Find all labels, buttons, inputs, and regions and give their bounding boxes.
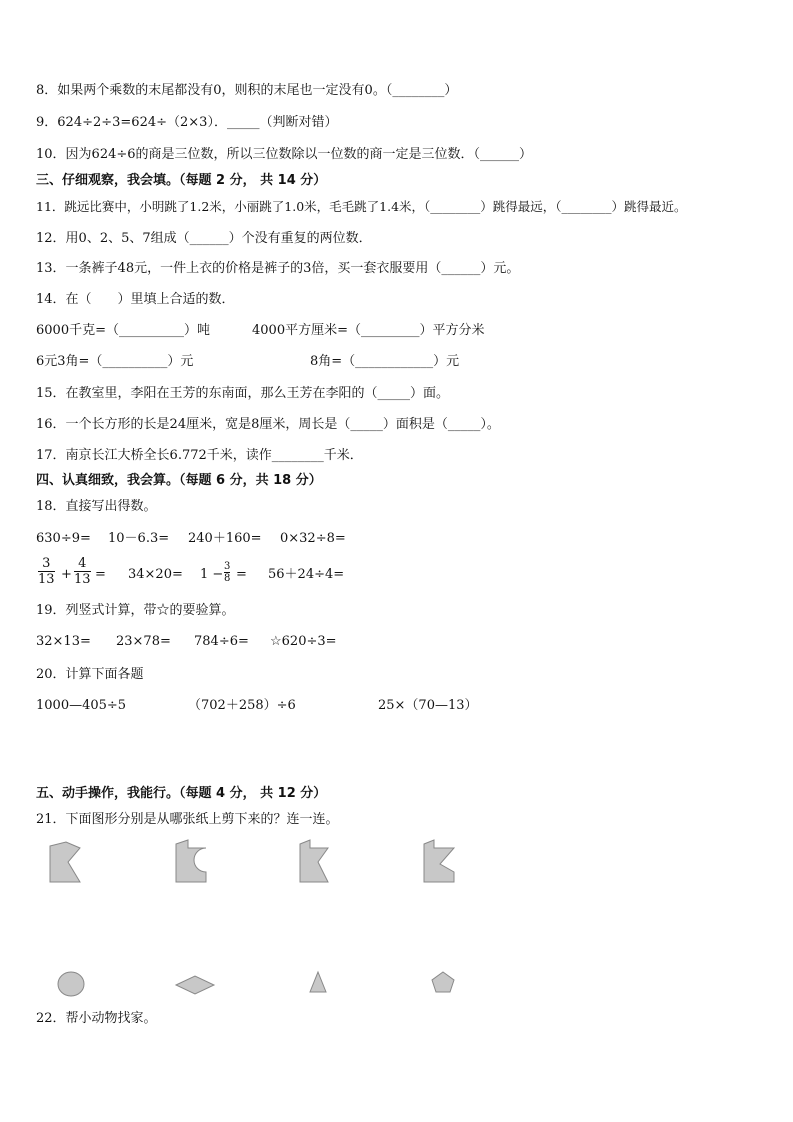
- fraction-numerator: 3: [224, 561, 231, 572]
- question-8: 8．如果两个乘数的末尾都没有0，则积的末尾也一定没有0。（________）: [36, 83, 458, 98]
- question-14d: 8角=（____________）元: [310, 354, 460, 369]
- calc-20-1: 1000—405÷5: [36, 698, 127, 713]
- plus-sign: +: [61, 567, 72, 582]
- cut-paper-4: [420, 838, 458, 886]
- cut-paper-1: [46, 838, 84, 886]
- pentagon-shape: [430, 970, 456, 994]
- question-19: 19．列竖式计算，带☆的要验算。: [36, 603, 235, 618]
- fraction-denominator: 13: [38, 572, 55, 587]
- question-16: 16．一个长方形的长是24厘米，宽是8厘米，周长是（_____）面积是（_____）。: [36, 417, 500, 432]
- question-20: 20．计算下面各题: [36, 667, 144, 682]
- calc-18-3: 240＋160=: [188, 531, 262, 546]
- fraction-numerator: 4: [78, 556, 87, 571]
- question-12: 12．用0、2、5、7组成（______）个没有重复的两位数．: [36, 231, 372, 246]
- equals-sign: =: [95, 567, 106, 582]
- fraction-denominator: 8: [224, 573, 231, 584]
- section-3-heading: 三、仔细观察，我会填。（每题 2 分， 共 14 分）: [36, 173, 327, 188]
- calc-18-7-prefix: 1 −: [200, 567, 224, 582]
- section-4-heading: 四、认真细致，我会算。（每题 6 分，共 18 分）: [36, 473, 322, 488]
- question-15: 15．在教室里，李阳在王芳的东南面，那么王芳在李阳的（_____）面。: [36, 386, 450, 401]
- triangle-shape: [308, 970, 328, 994]
- fraction-denominator: 13: [74, 572, 91, 587]
- fraction-3-8: [224, 561, 230, 584]
- question-14a: 6000千克=（__________）吨: [36, 323, 210, 338]
- calc-19-3: 784÷6=: [194, 634, 249, 649]
- fraction-numerator: 3: [42, 556, 51, 571]
- question-13: 13．一条裤子48元，一件上衣的价格是裤子的3倍，买一套衣服要用（______）元。: [36, 261, 520, 276]
- calc-18-6: 34×20=: [128, 567, 183, 582]
- calc-18-8: 56＋24÷4=: [268, 567, 345, 582]
- section-5-heading: 五、动手操作，我能行。（每题 4 分， 共 12 分）: [36, 786, 327, 801]
- question-14b: 4000平方厘米=（_________）平方分米: [252, 323, 485, 338]
- calc-19-2: 23×78=: [116, 634, 171, 649]
- circle-shape: [56, 970, 86, 998]
- fraction-3-13: [38, 556, 55, 587]
- question-18: 18．直接写出得数。: [36, 499, 157, 514]
- question-14: 14．在（ ）里填上合适的数．: [36, 292, 235, 307]
- question-17: 17．南京长江大桥全长6.772千米，读作________千米．: [36, 448, 363, 463]
- calc-19-4: ☆620÷3=: [270, 634, 337, 649]
- calc-18-2: 10－6.3=: [108, 531, 170, 546]
- cut-paper-3: [296, 838, 334, 886]
- cut-paper-2: [172, 838, 212, 886]
- calc-18-4: 0×32÷8=: [280, 531, 346, 546]
- calc-20-3: 25×（70—13）: [378, 698, 478, 713]
- calc-20-2: （702＋258）÷6: [188, 698, 296, 713]
- fraction-4-13: [74, 556, 91, 587]
- question-9: 9．624÷2÷3=624÷（2×3）．_____（判断对错）: [36, 115, 338, 130]
- calc-18-7-suffix: =: [236, 567, 247, 582]
- rhombus-shape: [174, 974, 216, 996]
- question-14c: 6元3角=（__________）元: [36, 354, 194, 369]
- question-11: 11．跳远比赛中，小明跳了1.2米，小丽跳了1.0米，毛毛跳了1.4米，（________）跳得最远，（________）跳得最近。: [36, 199, 687, 214]
- calc-18-1: 630÷9=: [36, 531, 91, 546]
- calc-19-1: 32×13=: [36, 634, 91, 649]
- question-21: 21．下面图形分别是从哪张纸上剪下来的？连一连。: [36, 812, 339, 827]
- question-22: 22．帮小动物找家。: [36, 1011, 157, 1026]
- question-10: 10．因为624÷6的商是三位数，所以三位数除以一位数的商一定是三位数．（______）: [36, 147, 533, 162]
